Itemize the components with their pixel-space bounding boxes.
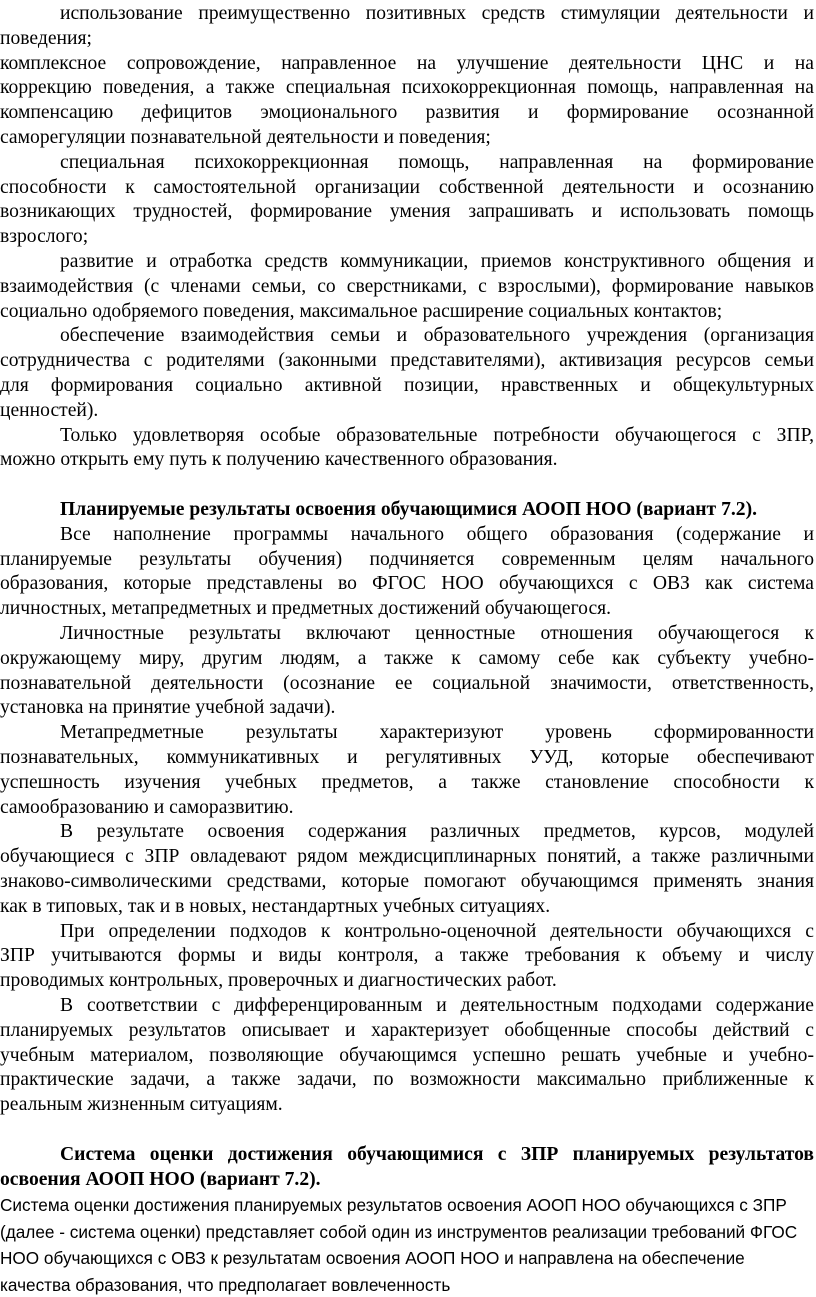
- paragraph-line: реальным жизненным ситуациям.: [0, 1094, 283, 1116]
- paragraph-line: взаимодействия (с членами семьи, со сверстниками, с взрослыми), формирование навыков: [0, 275, 814, 297]
- section-heading-line: Система оценки достижения обучающимися с ЗПР планируемых результатов: [60, 1143, 814, 1165]
- paragraph-line: комплексное сопровождение, направленное на улучшение деятельности ЦНС и на: [0, 52, 814, 74]
- section-heading-line: Планируемые результаты освоения обучающимися АООП НОО (вариант 7.2).: [60, 499, 757, 520]
- paragraph-line: планируемых результатов описывает и характеризует обобщенные способы действий с: [0, 1019, 814, 1041]
- paragraph-line: При определении подходов к контрольно-оценочной деятельности обучающихся с: [60, 920, 814, 942]
- paragraph-line: для формирования социально активной позиции, нравственных и общекультурных: [0, 375, 814, 396]
- paragraph-line: как в типовых, так и в новых, нестандартных учебных ситуациях.: [0, 895, 551, 917]
- paragraph-line: сотрудничества с родителями (законными представителями), активизация ресурсов семьи: [0, 350, 814, 372]
- paragraph-line: ЗПР учитываются формы и виды контроля, а также требования к объему и числу: [0, 945, 814, 967]
- paragraph-line: социально одобряемого поведения, максимальное расширение социальных контактов;: [0, 300, 723, 322]
- paragraph-line: возникающих трудностей, формирование умения запрашивать и использовать помощь: [0, 201, 814, 223]
- paragraph-line: компенсацию дефицитов эмоционального развития и формирование осознанной: [0, 102, 814, 124]
- paragraph-line: планируемые результаты обучения) подчиняется современным целям начального: [0, 548, 814, 570]
- paragraph-line: ценностей).: [0, 399, 99, 421]
- paragraph-line: обеспечение взаимодействия семьи и образовательного учреждения (организация: [60, 325, 814, 347]
- paragraph-line: проводимых контрольных, проверочных и диагностических работ.: [0, 970, 557, 992]
- sans-paragraph-line: Система оценки достижения планируемых результатов освоения АООП НОО обучающихся с ЗПР: [0, 1195, 787, 1216]
- paragraph-line: знаково-символическими средствами, которые помогают обучающимся применять знания: [0, 871, 814, 892]
- paragraph-line: окружающему миру, другим людям, а также к самому себе как субъекту учебно-: [0, 647, 814, 669]
- sans-paragraph-line: (далее - система оценки) представляет собой один из инструментов реализации требований ФГОС: [0, 1221, 798, 1242]
- paragraph-line: можно открыть ему путь к получению качественного образования.: [0, 449, 558, 471]
- paragraph-line: установка на принятие учебной задачи).: [0, 697, 336, 719]
- paragraph-line: успешность изучения учебных предметов, а также становление способности к: [0, 771, 814, 793]
- paragraph-line: В соответствии с дифференцированным и деятельностным подходами содержание: [60, 995, 814, 1016]
- paragraph-line: Все наполнение программы начального общего образования (содержание и: [60, 523, 814, 545]
- paragraph-line: развитие и отработка средств коммуникации, приемов конструктивного общения и: [60, 251, 814, 272]
- sans-paragraph-line: НОО обучающихся с ОВЗ к результатам освоения АООП НОО и направлена на обеспечение: [0, 1248, 745, 1269]
- paragraph-line: В результате освоения содержания различных предметов, курсов, модулей: [60, 821, 814, 843]
- sans-paragraph-line: качества образования, что предполагает вовлеченность: [0, 1274, 451, 1295]
- paragraph-line: коррекцию поведения, а также специальная психокоррекционная помощь, направленная на: [0, 77, 814, 99]
- paragraph-line: познавательных, коммуникативных и регулятивных УУД, которые обеспечивают: [0, 747, 814, 768]
- paragraph-line: образования, которые представлены во ФГОС НОО обучающихся с ОВЗ как система: [0, 573, 814, 595]
- paragraph-line: личностных, метапредметных и предметных достижений обучающегося.: [0, 598, 612, 620]
- paragraph-line: использование преимущественно позитивных средств стимуляции деятельности и: [60, 3, 814, 24]
- paragraph-line: Личностные результаты включают ценностные отношения обучающегося к: [60, 623, 814, 644]
- paragraph-line: взрослого;: [0, 226, 89, 248]
- paragraph-line: Только удовлетворяя особые образовательные потребности обучающегося с ЗПР,: [60, 424, 814, 446]
- paragraph-line: специальная психокоррекционная помощь, направленная на формирование: [60, 151, 814, 173]
- paragraph-line: практические задачи, а также задачи, по возможности максимально приближенные к: [0, 1069, 814, 1091]
- paragraph-line: способности к самостоятельной организации собственной деятельности и осознанию: [0, 176, 814, 198]
- paragraph-line: учебным материалом, позволяющие обучающимся успешно решать учебные и учебно-: [0, 1044, 814, 1066]
- paragraph-line: самообразованию и саморазвитию.: [0, 796, 294, 818]
- paragraph-line: обучающиеся с ЗПР овладевают рядом междисциплинарных понятий, а также различными: [0, 846, 814, 868]
- section-heading-line: освоения АООП НОО (вариант 7.2).: [0, 1168, 321, 1190]
- paragraph-line: Метапредметные результаты характеризуют уровень сформированности: [60, 722, 814, 744]
- paragraph-line: поведения;: [0, 27, 92, 49]
- paragraph-line: познавательной деятельности (осознание ее социальной значимости, ответственность,: [0, 672, 814, 694]
- paragraph-line: саморегуляции познавательной деятельности и поведения;: [0, 127, 491, 148]
